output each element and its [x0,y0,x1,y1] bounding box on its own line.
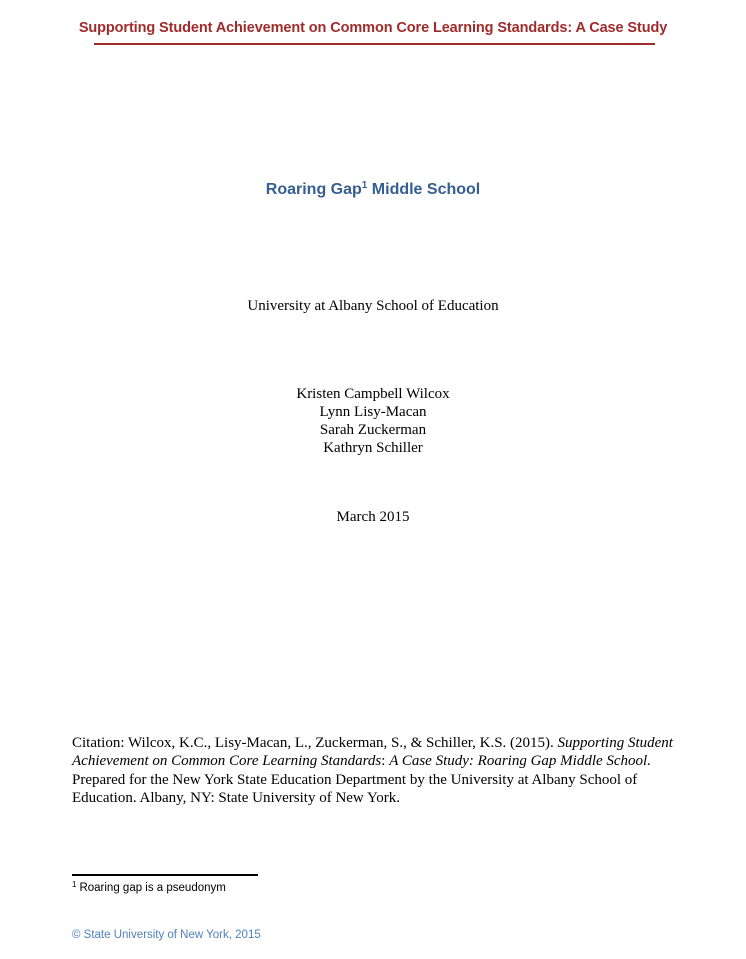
citation-prefix: Citation: Wilcox, K.C., Lisy-Macan, L., Zuckerman, S., & Schiller, K.S. (2015). [72,735,558,751]
document-title [0,181,746,199]
title-footnote-marker: 1 [361,180,368,191]
author-name: Sarah Zuckerman [319,422,427,438]
copyright-notice: © State University of New York, 2015 [72,929,261,941]
citation-case-title: A Case Study: Roaring Gap Middle School. [389,753,651,770]
citation-series-title: Supporting Student Achievement on Common Core Learning Standards [72,735,673,770]
title-rest: Middle School [367,181,481,198]
citation-colon: : [381,753,390,770]
footnote [72,882,226,894]
author-list [0,385,746,457]
footnote-marker: 1 [72,880,77,889]
header-rule [94,43,655,45]
running-header: Supporting Student Achievement on Common Core Learning Standards: A Case Study [78,20,668,36]
publication-date: March 2015 [336,509,410,525]
author-name: Lynn Lisy-Macan [319,404,427,420]
title-main: Roaring Gap [265,181,362,198]
citation [72,734,677,808]
footnote-rule [72,874,258,876]
institution: University at Albany School of Education [247,298,499,314]
author-name: Kathryn Schiller [323,440,423,456]
footnote-text: Roaring gap is a pseudonym [79,882,226,894]
author-name: Kristen Campbell Wilcox [296,386,450,402]
citation-suffix: Prepared for the New York State Education Department by the University at Albany School of Education. Albany, NY: State University of New York. [72,771,638,807]
